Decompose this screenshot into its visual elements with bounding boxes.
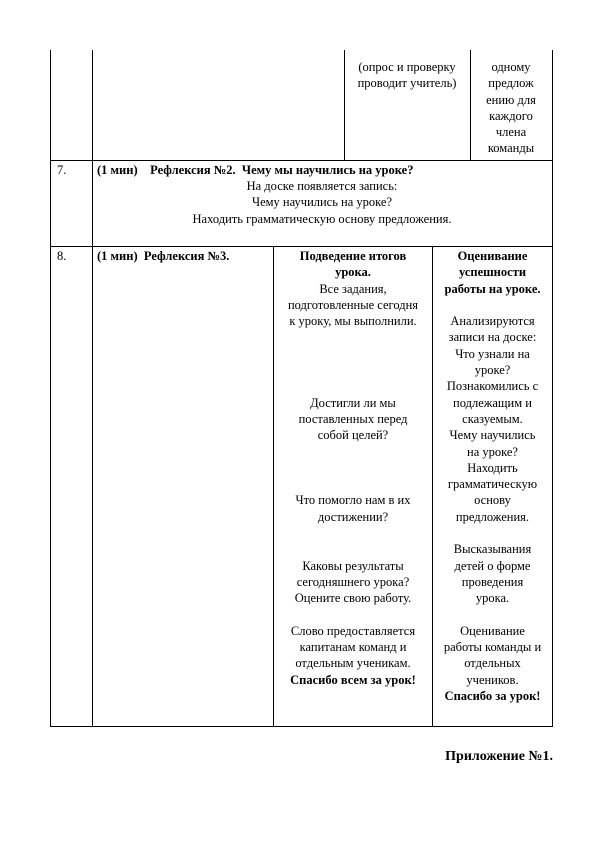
student-line: проведения — [461, 574, 524, 589]
table-col-divider-row6-a — [344, 50, 345, 160]
table-col-divider-row8-b — [432, 246, 433, 727]
student-title-line: работы на уроке. — [444, 281, 541, 296]
student-line: сказуемым. — [462, 411, 523, 426]
teacher-title-line: Подведение итогов — [299, 249, 407, 263]
teacher-line: собой целей? — [317, 428, 389, 443]
row8-student-column — [434, 248, 551, 704]
row8-stage: (1 мин) Рефлексия №3. — [97, 249, 230, 263]
row6-col4-line: предлож — [488, 76, 534, 91]
teacher-line: отдельным ученикам. — [295, 656, 411, 671]
teacher-line: Оцените свою работу. — [294, 591, 412, 606]
student-line: урока. — [475, 591, 510, 606]
row7-line: На доске появляется запись: — [246, 179, 398, 193]
student-line: предложения. — [455, 509, 530, 524]
student-line: Находить — [467, 460, 518, 475]
student-line: уроке? — [474, 363, 511, 378]
student-thanks: Спасибо за урок! — [444, 689, 541, 704]
row6-col4-text — [472, 59, 550, 157]
teacher-line: капитанам команд и — [299, 640, 407, 655]
teacher-line: поставленных перед — [298, 411, 408, 426]
student-line: на уроке? — [467, 444, 518, 459]
row6-col4-line: каждого — [489, 108, 533, 123]
student-line: основу — [474, 493, 511, 508]
row6-col3-line: (опрос и проверку — [358, 60, 456, 74]
teacher-line: Что помогло нам в их — [295, 493, 411, 508]
teacher-line: к уроку, мы выполнили. — [289, 314, 417, 329]
student-line: Чему научились — [449, 428, 536, 443]
table-row-border-7-8 — [50, 246, 553, 247]
row6-col4-line: ению для — [486, 92, 536, 107]
student-line: детей о форме — [454, 558, 531, 573]
teacher-line: Достигли ли мы — [310, 395, 396, 410]
teacher-line: Каковы результаты — [302, 558, 404, 573]
row6-col4-line: команды — [487, 141, 535, 156]
teacher-title-line: урока. — [335, 265, 371, 280]
teacher-line: достижении? — [317, 509, 389, 524]
student-line: учеников. — [466, 672, 519, 687]
appendix-caption: Приложение №1. — [445, 749, 553, 764]
table-col-divider-row8-a — [273, 246, 274, 727]
table-row-border-6-7 — [50, 160, 553, 161]
row8-teacher-column — [275, 248, 431, 688]
row6-col3-line: проводит учитель) — [357, 76, 457, 91]
teacher-thanks: Спасибо всем за урок! — [290, 672, 416, 687]
student-line: Познакомились с — [446, 379, 539, 394]
student-line: грамматическую — [447, 477, 538, 492]
row6-col3-text — [346, 59, 468, 92]
student-line: подлежащим и — [453, 395, 532, 410]
student-line: записи на доске: — [448, 330, 537, 345]
student-line: отдельных — [464, 656, 521, 671]
row7-heading: (1 мин) Рефлексия №2. Чему мы научились на уроке? — [97, 163, 414, 177]
student-line: Высказывания — [453, 542, 532, 557]
row6-col4-line: одному — [491, 60, 531, 74]
row7-body — [94, 178, 550, 227]
row8-number: 8. — [57, 249, 67, 263]
student-title-line: Оценивание — [457, 249, 528, 263]
teacher-line: подготовленные сегодня — [287, 297, 419, 312]
table-col-divider-row6-b — [470, 50, 471, 160]
student-line: Оценивание — [460, 623, 525, 638]
table-border-bottom — [50, 726, 553, 727]
row7-line: Находить грамматическую основу предложения. — [192, 211, 452, 226]
table-border-right — [552, 50, 553, 727]
teacher-line: сегодняшнего урока? — [296, 574, 410, 589]
teacher-line: Все задания, — [319, 281, 387, 296]
student-line: Анализируются — [450, 314, 535, 329]
table-col-divider-number — [92, 50, 93, 727]
table-border-left — [50, 50, 51, 727]
row7-line: Чему научились на уроке? — [251, 195, 393, 210]
student-line: Что узнали на — [455, 346, 530, 361]
teacher-line: Слово предоставляется — [290, 623, 416, 638]
row7-number: 7. — [57, 163, 67, 177]
student-line: работы команды и — [443, 640, 542, 655]
student-title-line: успешности — [458, 265, 527, 280]
row6-col4-line: члена — [495, 125, 527, 140]
